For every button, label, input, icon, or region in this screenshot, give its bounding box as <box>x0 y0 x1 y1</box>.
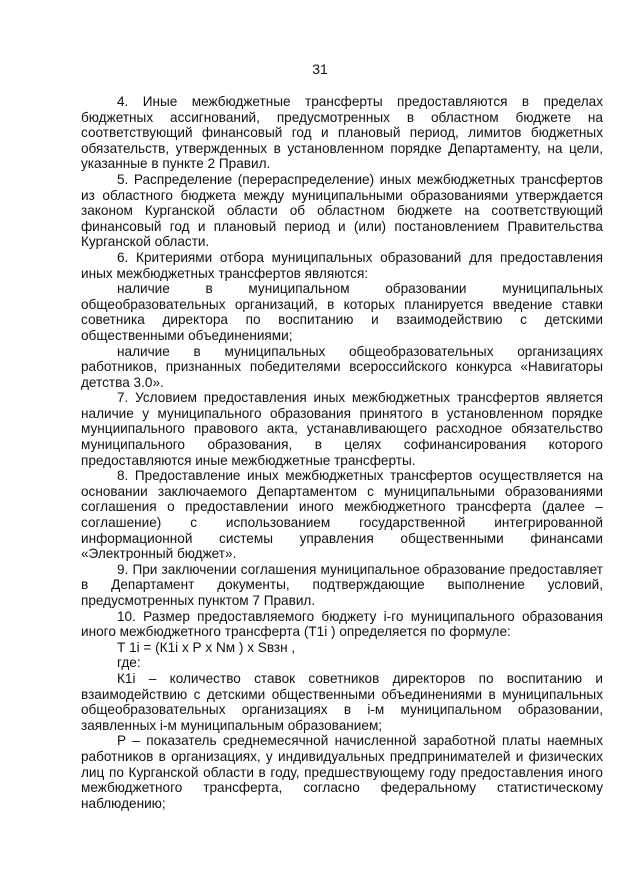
definition-p: Р – показатель среднемесячной начисленной заработной платы наемных работников в организациях, у индивидуальных предпринимателей и физических лиц по Курганской области в году, предшествующему году предоставления иного межбюджетного трансферта, согласно федеральному статистическому наблюдению; <box>81 733 603 811</box>
paragraph-10: 10. Размер предоставляемого бюджету i-го муниципального образования иного межбюджетного трансферта (Т1i ) определяется по формуле: <box>81 608 603 640</box>
criterion-2: наличие в муниципальных общеобразовательных организациях работников, признанных победителями всероссийского конкурса «Навигаторы детства 3.0». <box>81 343 603 390</box>
paragraph-5: 5. Распределение (перераспределение) иных межбюджетных трансфертов из областного бюджета между муниципальными образованиями утверждается законом Курганской области об областном бюджете на соответствующий финансовый год и плановый период и (или) постановлением Правительства Курганской области. <box>81 171 603 250</box>
where-label: где: <box>117 655 141 671</box>
page-number: 31 <box>312 61 328 77</box>
paragraph-9: 9. При заключении соглашения муниципальное образование предоставляет в Департамент документы, подтверждающие выполнение условий, предусмотренных пунктом 7 Правил. <box>81 561 603 608</box>
paragraph-6: 6. Критериями отбора муниципальных образований для предоставления иных межбюджетных трансфертов являются: <box>81 249 603 281</box>
paragraph-8: 8. Предоставление иных межбюджетных трансфертов осуществляется на основании заключаемого Департаментом с муниципальными образованиями соглашения о предоставлении иного межбюджетного трансферта (далее – соглашение) с использованием государственной интегрированной информационной системы управления общественными финансами «Электронный бюджет». <box>81 468 603 562</box>
paragraph-4: 4. Иные межбюджетные трансферты предоставляются в пределах бюджетных ассигнований, предусмотренных в областном бюджете на соответствующий финансовый год и плановый период, лимитов бюджетных обязательств, утвержденных в установленном порядке Департаменту, на цели, указанные в пункте 2 Правил. <box>81 94 603 172</box>
paragraph-7: 7. Условием предоставления иных межбюджетных трансфертов является наличие у муниципального образования принятого в установленном порядке мунциипального правового акта, устанавливающего расходное обязательство муниципального образования, в целях софинансирования которого предоставляются иные межбюджетные трансферты. <box>81 390 603 468</box>
definition-k1i: К1i – количество ставок советников директоров по воспитанию и взаимодействию с детскими общественными объединениями в муниципальных общеобразовательных организациях в i-м муниципальном образовании, заявленных i-м муниципальным образованием; <box>81 670 603 733</box>
criterion-1: наличие в муниципальном образовании муниципальных общеобразовательных организаций, в которых планируется введение ставки советника директора по воспитанию и взаимодействию с детскими общественными объединениями; <box>81 281 603 343</box>
formula: Т 1i = (К1i х Р х Nм ) х Sвзн , <box>117 639 296 655</box>
document-body <box>81 94 603 811</box>
